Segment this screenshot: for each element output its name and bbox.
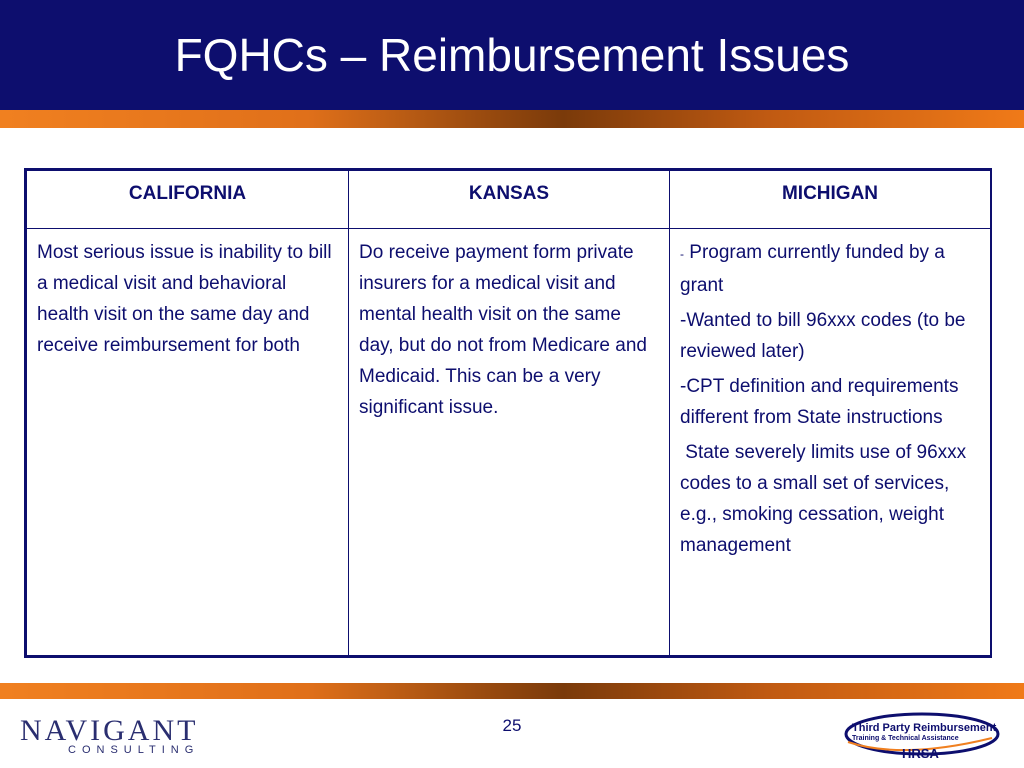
cell-michigan: [670, 229, 991, 656]
header-michigan: MICHIGAN: [670, 171, 991, 229]
tpr-title: Third Party Reimbursement: [852, 722, 997, 734]
table-row: [27, 229, 991, 656]
navigant-logo-subtitle: CONSULTING: [68, 744, 200, 756]
michigan-item-4: State severely limits use of 96xxx codes to a small set of services, e.g., smoking cessation, weight management: [680, 442, 972, 556]
tpr-subtitle: Training & Technical Assistance: [852, 735, 959, 742]
michigan-item-3: -CPT definition and requirements different from State instructions: [680, 376, 959, 428]
tpr-logo: [842, 708, 1002, 764]
navigant-logo-wordmark: NAVIGANT: [20, 714, 199, 747]
michigan-item-1-text: Program currently funded by a grant: [680, 242, 945, 296]
bottom-accent-stripe: [0, 683, 1024, 699]
cell-kansas: [349, 229, 670, 656]
hrsa-logo: HRSA: [902, 746, 939, 761]
cell-california: [27, 229, 349, 656]
michigan-item-2: -Wanted to bill 96xxx codes (to be reviewed later): [680, 310, 966, 362]
california-text: Most serious issue is inability to bill a medical visit and behavioral health visit on the same day and receive reimbursement for both: [37, 242, 332, 356]
title-bar: [0, 0, 1024, 110]
top-accent-stripe: [0, 110, 1024, 128]
kansas-text: Do receive payment form private insurers for a medical visit and mental health visit on the same day, but do not from Medicare and Medicaid. This can be a very significant issue.: [359, 242, 647, 418]
page-number: 25: [502, 716, 522, 735]
table-header-row: [27, 171, 991, 229]
michigan-item-1: [680, 237, 980, 301]
header-california: CALIFORNIA: [27, 171, 349, 229]
michigan-item-1-dash: -: [680, 247, 684, 261]
header-kansas: KANSAS: [349, 171, 670, 229]
slide-title: FQHCs – Reimbursement Issues: [174, 29, 850, 81]
comparison-table: [24, 168, 992, 658]
